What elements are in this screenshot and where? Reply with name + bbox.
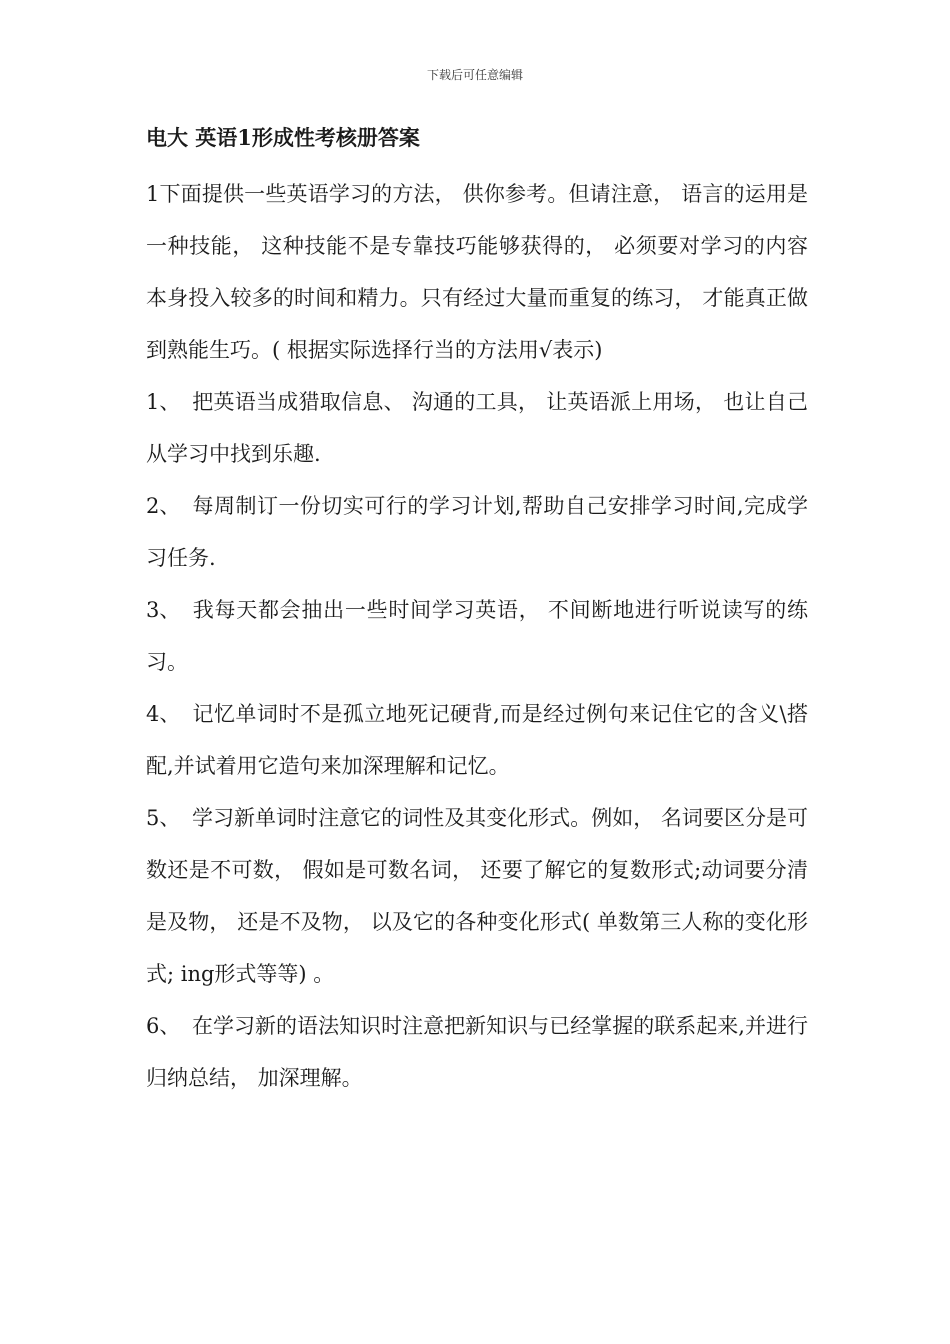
item-text: 记忆单词时不是孤立地死记硬背,而是经过例句来记住它的含义\搭配,并试着用它造句来加深理解和记忆。 xyxy=(146,702,808,778)
item-text: 每周制订一份切实可行的学习计划,帮助自己安排学习时间,完成学习任务. xyxy=(146,494,808,570)
document-body xyxy=(146,118,808,1104)
item-number: 2、 xyxy=(146,494,181,518)
item-text: 在学习新的语法知识时注意把新知识与已经掌握的联系起来,并进行归纳总结， 加深理解。 xyxy=(146,1014,808,1090)
item-number: 1、 xyxy=(146,390,181,414)
list-item xyxy=(146,1000,808,1104)
item-number: 5、 xyxy=(146,806,181,830)
item-text: 把英语当成猎取信息、 沟通的工具， 让英语派上用场， 也让自己从学习中找到乐趣. xyxy=(146,390,808,466)
item-number: 4、 xyxy=(146,702,181,726)
list-item xyxy=(146,376,808,480)
page-header-note: 下载后可任意编辑 xyxy=(426,68,523,82)
item-text: 学习新单词时注意它的词性及其变化形式。例如， 名词要区分是可数还是不可数， 假如是可数名词， 还要了解它的复数形式;动词要分清是及物， 还是不及物， 以及它的各种变化形式( 单数第三人称的变化形式; ing形式等等) 。 xyxy=(146,806,808,986)
item-text: 我每天都会抽出一些时间学习英语， 不间断地进行听说读写的练习。 xyxy=(146,598,808,674)
list-item xyxy=(146,792,808,1000)
list-item xyxy=(146,584,808,688)
intro-paragraph: 1下面提供一些英语学习的方法， 供你参考。但请注意， 语言的运用是一种技能， 这种技能不是专靠技巧能够获得的， 必须要对学习的内容本身投入较多的时间和精力。只有经过大量而重复的练习， 才能真正做到熟能生巧。( 根据实际选择行当的方法用√表示) xyxy=(146,182,808,362)
list-item xyxy=(146,480,808,584)
document-title: 电大 英语1形成性考核册答案 xyxy=(146,125,420,150)
item-number: 3、 xyxy=(146,598,181,622)
item-number: 6、 xyxy=(146,1014,181,1038)
list-item xyxy=(146,688,808,792)
